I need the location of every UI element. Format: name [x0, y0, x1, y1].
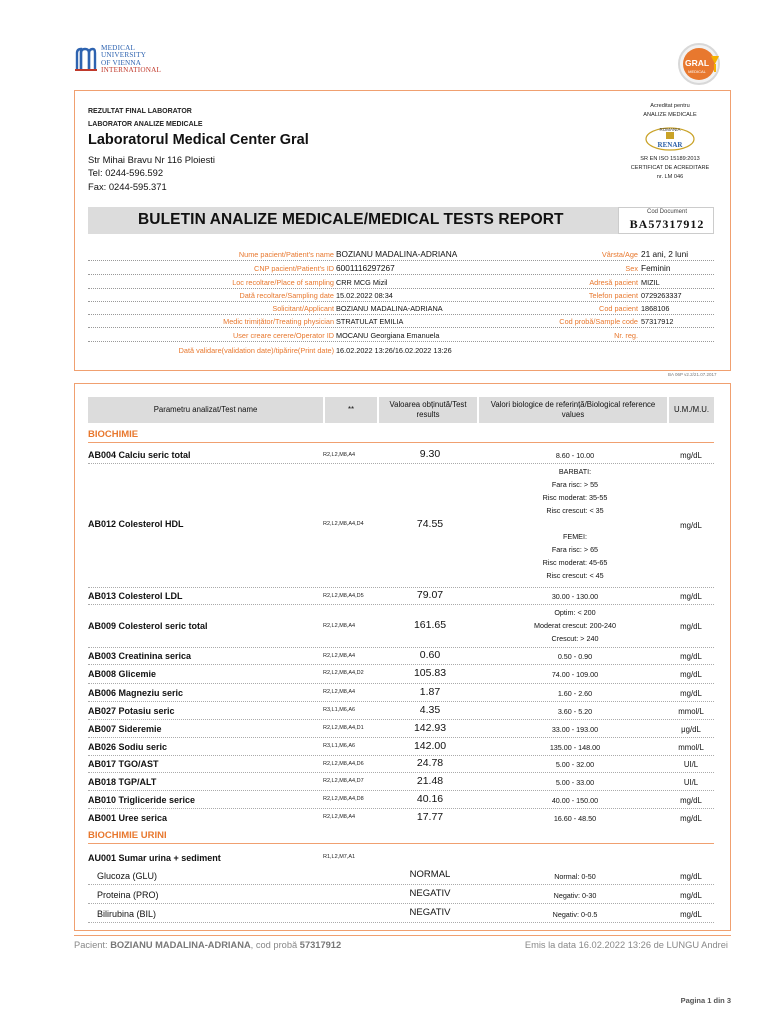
test-value: 142.93 [413, 722, 447, 734]
results-table-header [88, 397, 714, 423]
test-value: 74.55 [416, 518, 444, 530]
cnp: 6001116297267 [336, 263, 395, 273]
test-note: R3,L1,M6,A6 [323, 707, 356, 713]
table-row [88, 738, 714, 756]
test-reference: 0.50 - 0.90 [557, 652, 593, 661]
test-name: AB008 Glicemie [88, 669, 157, 679]
accr-number: nr. LM 046 [656, 174, 684, 180]
test-note: R2,L2,M8,A4,D1 [323, 725, 364, 731]
muv-logo [75, 45, 161, 75]
test-name: AB013 Colesterol LDL [88, 591, 183, 601]
test-name: AB004 Calciu seric total [88, 450, 191, 460]
test-note: R2,L2,M8,A4 [323, 452, 356, 458]
test-name: AB027 Potasiu seric [88, 706, 175, 716]
patient-row-validation [88, 344, 714, 357]
footer-patient: Pacient: BOZIANU MADALINA-ADRIANA, cod probă 57317912 [74, 940, 342, 950]
test-name: AU001 Sumar urina + sediment [88, 853, 221, 863]
applicant: BOZIANU MADALINA-ADRIANA [336, 304, 443, 313]
test-unit: mmol/L [678, 707, 704, 716]
footer-divider [74, 935, 731, 936]
test-unit: mmol/L [678, 743, 704, 752]
test-name: AB012 Colesterol HDL [88, 519, 184, 529]
phone: 0729263337 [641, 291, 682, 300]
patient-row-name [88, 248, 714, 261]
report-title: BULETIN ANALIZE MEDICALE/MEDICAL TESTS REPORT [138, 211, 564, 228]
test-name: AB003 Creatinina serica [88, 651, 192, 661]
gral-logo-sub: MEDICAL [688, 69, 706, 74]
patient-name: BOZIANU MADALINA-ADRIANA [336, 249, 458, 259]
test-note: R2,L2,M8,A4,D5 [323, 593, 364, 599]
test-unit: mg/dL [680, 451, 702, 460]
footer-issued: Emis la data 16.02.2022 13:26 de LUNGU Andrei [524, 940, 728, 950]
test-unit: UI/L [683, 760, 699, 769]
sample-code: 57317912 [641, 317, 674, 326]
loc: CRR MCG Mizil [336, 278, 388, 287]
urine-param: Bilirubina (BIL) [97, 909, 157, 919]
muv-name: MEDICAL UNIVERSITY OF VIENNA INTERNATIONAL [101, 44, 162, 75]
test-name: AB001 Uree serica [88, 813, 168, 823]
test-name: AB026 Sodiu seric [88, 742, 168, 752]
patient-row-cnp [88, 262, 714, 275]
test-value: 1.87 [419, 686, 441, 698]
report-title-bar [88, 207, 714, 234]
test-note: R2,L2,M8,A4,D6 [323, 761, 364, 767]
patient-row-date [88, 289, 714, 302]
test-value: 17.77 [416, 811, 444, 823]
table-row [88, 684, 714, 702]
test-value: 79.07 [416, 589, 444, 601]
test-value: 0.60 [419, 649, 441, 661]
physician: STRATULAT EMILIA [336, 317, 404, 326]
table-row [88, 809, 714, 827]
test-reference: 74.00 - 109.00 [551, 670, 599, 679]
form-version: BA 06P v2.2/21.07.2017 [668, 372, 717, 377]
test-reference: 40.00 - 150.00 [551, 796, 599, 805]
test-unit: mg/dL [680, 689, 702, 698]
test-note: R2,L2,M8,A4,D7 [323, 778, 364, 784]
table-row [88, 605, 714, 648]
sampling-date-label: Dată recoltare/Sampling date [239, 291, 334, 300]
operator: MOCANU Georgiana Emanuela [336, 331, 440, 340]
test-reference: 5.00 - 33.00 [555, 778, 595, 787]
gral-medical-logo [673, 42, 727, 88]
table-row [88, 756, 714, 773]
age: 21 ani, 2 luni [641, 249, 689, 259]
test-reference: 1.60 - 2.60 [557, 689, 593, 698]
urine-param: Glucoza (GLU) [97, 871, 158, 881]
col-unit: U.M./M.U. [667, 397, 714, 423]
test-unit: UI/L [683, 778, 699, 787]
table-row [88, 773, 714, 791]
test-unit: mg/dL [680, 814, 702, 823]
sample-code-label: Cod probă/Sample code [559, 317, 638, 326]
lab-tel: Tel: 0244-596.592 [88, 167, 164, 178]
section-biochimie-urini: BIOCHIMIE URINI [88, 828, 714, 844]
test-unit: mg/dL [680, 592, 702, 601]
applicant-label: Solicitant/Applicant [272, 304, 334, 313]
urine-unit: mg/dL [680, 910, 702, 919]
renar-top-text: ROMANIA [659, 127, 681, 132]
table-row [88, 702, 714, 720]
table-row [88, 791, 714, 809]
col-param: Parametru analizat/Test name [153, 405, 258, 414]
sex: Feminin [641, 263, 671, 273]
test-note: R1,L2,M7,A1 [323, 854, 356, 860]
lab-fax: Fax: 0244-595.371 [88, 181, 167, 192]
table-row [88, 847, 714, 866]
accr-certificate: CERTIFICAT DE ACREDITARE [630, 165, 710, 171]
address-label: Adresă pacient [589, 278, 638, 287]
test-value: 4.35 [419, 704, 441, 716]
test-reference: 33.00 - 193.00 [551, 725, 599, 734]
col-note: ** [323, 397, 377, 423]
test-value: 142.00 [413, 740, 447, 752]
patient-row-physician [88, 315, 714, 328]
test-name: AB007 Sideremie [88, 724, 162, 734]
table-row [88, 648, 714, 665]
section-biochimie: BIOCHIMIE [88, 427, 714, 443]
test-unit: mg/dL [680, 652, 702, 661]
test-note: R3,L1,M6,A6 [323, 743, 356, 749]
phone-label: Telefon pacient [588, 291, 638, 300]
sampling-date: 15.02.2022 08:34 [336, 291, 393, 300]
test-value: 161.65 [413, 619, 447, 631]
lab-name: Laboratorul Medical Center Gral [88, 132, 309, 148]
table-row [88, 904, 714, 923]
test-note: R2,L2,M8,A4,D4 [323, 521, 364, 527]
test-value: 24.78 [416, 757, 444, 769]
laborator-analize: LABORATOR ANALIZE MEDICALE [88, 121, 203, 128]
test-reference: BARBATI: Fara risc: > 55 Risc moderat: 35-55 Risc crescut: < 35 FEMEI: Fara risc: > 65 Risc moderat: 45-65 Risc crescut: < 45 [542, 467, 608, 580]
accr-line2: ANALIZE MEDICALE [643, 112, 697, 118]
test-name: AB009 Colesterol seric total [88, 621, 208, 631]
urine-reference: Negativ: 0-0.5 [552, 910, 598, 919]
page-number: Pagina 1 din 3 [680, 996, 731, 1005]
test-name: AB017 TGO/AST [88, 759, 159, 769]
test-note: R2,L2,M8,A4 [323, 623, 356, 629]
patient-row-applicant [88, 302, 714, 315]
table-row [88, 588, 714, 605]
table-row [88, 885, 714, 904]
document-code-label: Cod Document [646, 209, 688, 215]
address: MIZIL [641, 278, 660, 287]
accr-line1: Acreditat pentru [650, 103, 690, 109]
test-note: R2,L2,M8,A4,D8 [323, 796, 364, 802]
test-unit: μg/dL [681, 725, 701, 734]
sex-label: Sex [625, 264, 638, 273]
test-reference: 5.00 - 32.00 [555, 760, 595, 769]
table-row [88, 866, 714, 885]
urine-unit: mg/dL [680, 891, 702, 900]
test-unit: mg/dL [680, 670, 702, 679]
renar-logo [644, 124, 696, 152]
accr-standard: SR EN ISO 15189:2013 [640, 156, 700, 162]
lab-address: Str Mihai Bravu Nr 116 Ploiesti [88, 154, 215, 165]
urine-reference: Normal: 0-50 [554, 872, 596, 881]
muv-emblem-icon [75, 47, 97, 73]
loc-label: Loc recoltare/Place of sampling [232, 278, 334, 287]
urine-value: NEGATIV [409, 907, 451, 918]
test-reference: 16.60 - 48.50 [553, 814, 597, 823]
test-reference: Optim: < 200 Moderat crescut: 200-240 Crescut: > 240 [534, 608, 616, 643]
test-name: AB010 Trigliceride serice [88, 795, 196, 805]
test-reference: 3.60 - 5.20 [557, 707, 593, 716]
rezultat-final: REZULTAT FINAL LABORATOR [88, 108, 192, 115]
urine-value: NORMAL [409, 869, 451, 880]
cnp-label: CNP pacient/Patient's ID [254, 264, 334, 273]
table-row [88, 464, 714, 588]
operator-label: User creare cerere/Operator ID [233, 331, 334, 340]
patient-name-label: Nume pacient/Patient's name [238, 250, 334, 259]
validation-date: 16.02.2022 13:26/16.02.2022 13:26 [336, 346, 452, 355]
patient-row-loc [88, 276, 714, 289]
patient-code: 1868106 [641, 304, 670, 313]
test-reference: 8.60 - 10.00 [555, 451, 595, 460]
test-value: 105.83 [413, 667, 447, 679]
test-note: R2,L2,M8,A4 [323, 814, 356, 820]
document-code-value: BA57317912 [629, 217, 705, 231]
reg-number-label: Nr. reg. [614, 331, 638, 340]
table-row [88, 720, 714, 738]
table-row [88, 445, 714, 464]
urine-value: NEGATIV [409, 888, 451, 899]
test-value: 40.16 [416, 793, 444, 805]
urine-param: Proteina (PRO) [97, 890, 159, 900]
col-value: Valoarea obținută/Test results [377, 397, 477, 423]
test-unit: mg/dL [680, 796, 702, 805]
urine-unit: mg/dL [680, 872, 702, 881]
gral-logo-text: GRAL [684, 58, 710, 68]
patient-code-label: Cod pacient [599, 304, 638, 313]
test-note: R2,L2,M8,A4,D2 [323, 670, 364, 676]
col-reference: Valori biologice de referință/Biological reference values [477, 397, 667, 423]
test-name: AB006 Magneziu seric [88, 688, 184, 698]
physician-label: Medic trimițător/Treating physician [223, 317, 334, 326]
page-header-logos [0, 0, 768, 88]
test-name: AB018 TGP/ALT [88, 777, 157, 787]
test-unit: mg/dL [680, 521, 702, 530]
test-unit: mg/dL [680, 622, 702, 631]
patient-row-operator [88, 329, 714, 342]
test-value: 21.48 [416, 775, 444, 787]
renar-name-text: RENAR [657, 141, 683, 149]
document-code-box [618, 207, 714, 234]
urine-reference: Negativ: 0-30 [553, 891, 597, 900]
age-label: Vârsta/Age [601, 250, 638, 259]
test-reference: 135.00 - 148.00 [549, 743, 601, 752]
validation-label: Dată validare(validation date)/tipărire(Print date) [178, 346, 334, 355]
test-value: 9.30 [419, 448, 441, 460]
test-reference: 30.00 - 130.00 [551, 592, 599, 601]
test-note: R2,L2,M8,A4 [323, 689, 356, 695]
test-note: R2,L2,M8,A4 [323, 653, 356, 659]
table-row [88, 665, 714, 684]
